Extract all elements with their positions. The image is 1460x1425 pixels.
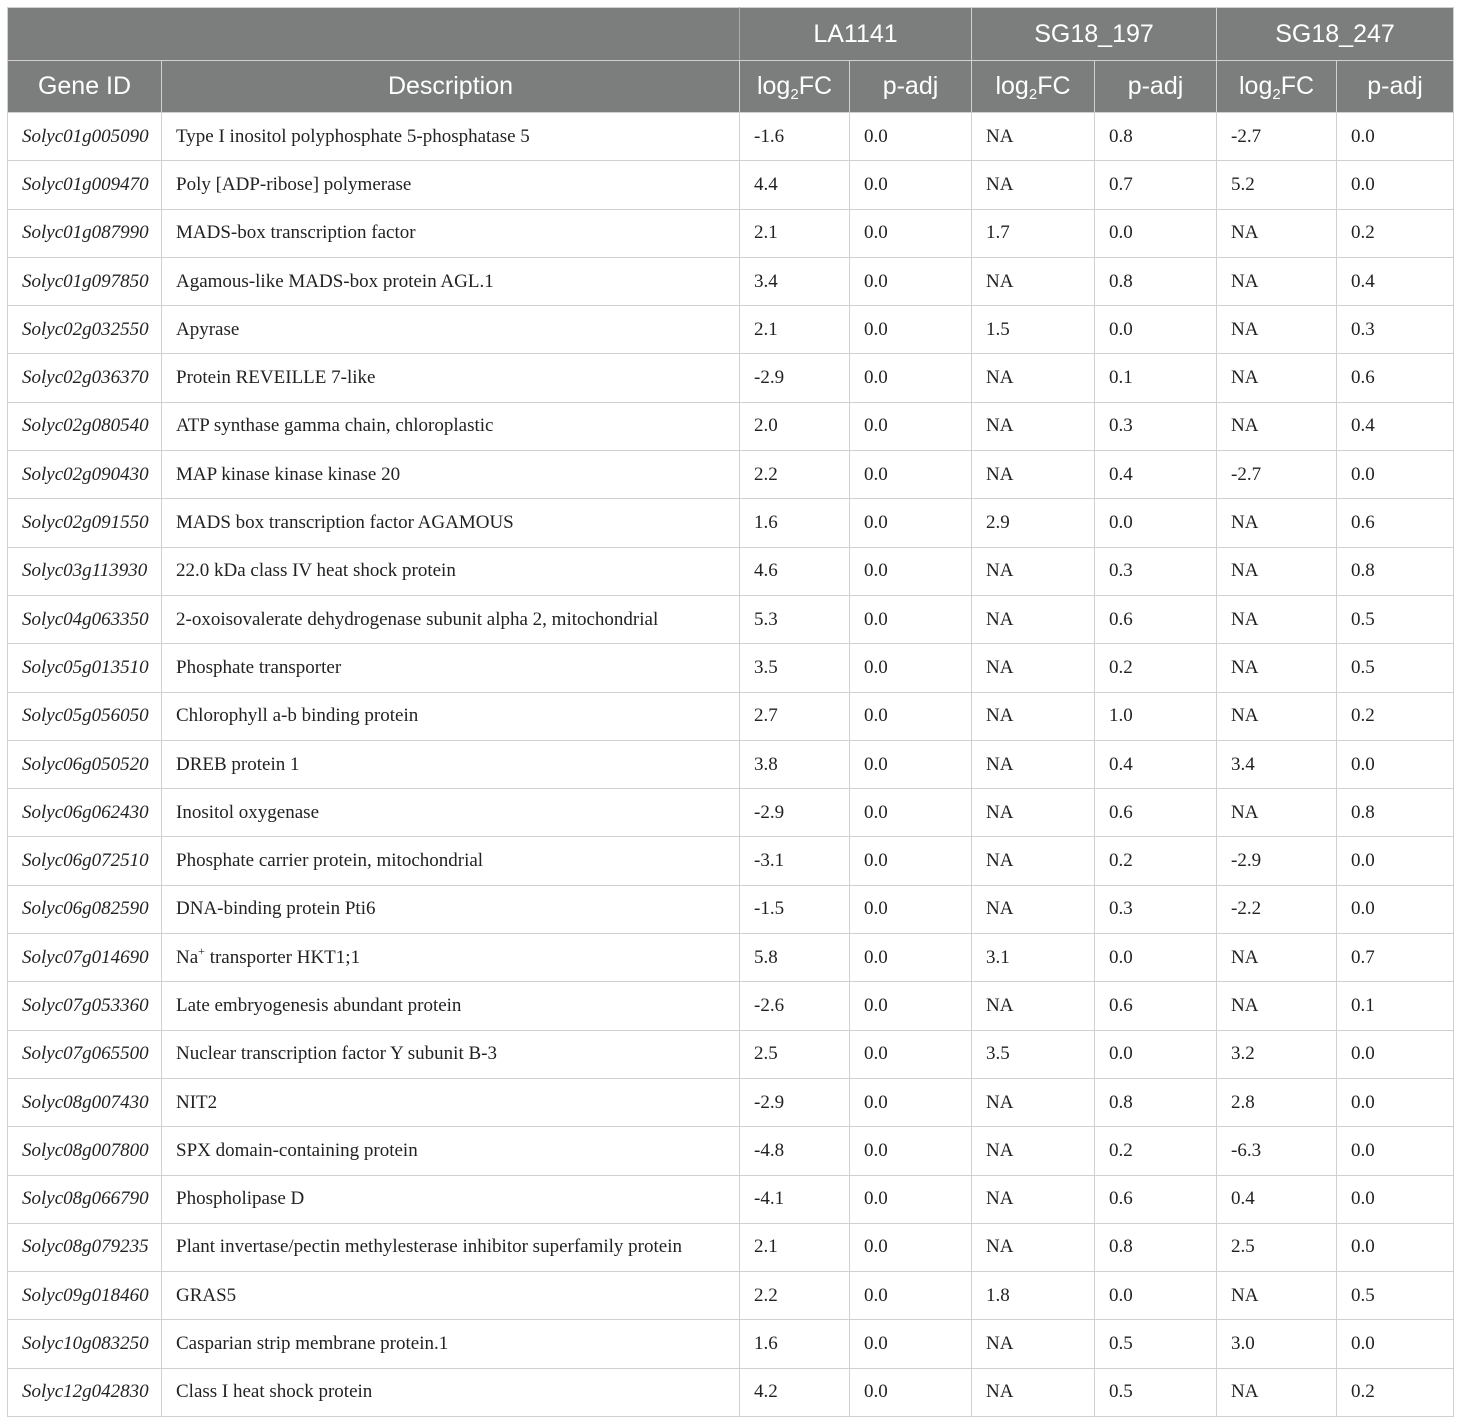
description-cell — [162, 306, 740, 354]
sg18-197-log2fc-cell: 2.9 — [972, 499, 1095, 547]
sg18-247-padj-cell: 0.5 — [1337, 595, 1454, 643]
sg18-247-padj-cell: 0.0 — [1337, 1078, 1454, 1126]
la1141-padj-cell: 0.0 — [850, 1175, 972, 1223]
gene-expression-table — [7, 7, 1454, 1417]
sg18-247-log2fc-cell: NA — [1217, 402, 1337, 450]
log-subscript: 2 — [1272, 86, 1281, 103]
la1141-padj-cell: 0.0 — [850, 1030, 972, 1078]
description-text: Na — [176, 946, 199, 968]
sg18-197-padj-cell: 0.2 — [1095, 837, 1217, 885]
description-text: Protein REVEILLE 7-like — [176, 367, 376, 389]
sg18-197-padj-cell: 1.0 — [1095, 692, 1217, 740]
sg18-197-padj-cell: 0.0 — [1095, 1272, 1217, 1320]
table-row — [8, 789, 1454, 837]
sg18-197-log2fc-cell: NA — [972, 692, 1095, 740]
la1141-padj-cell: 0.0 — [850, 354, 972, 402]
sg18-197-padj-cell: 0.3 — [1095, 547, 1217, 595]
description-text: 22.0 kDa class IV heat shock protein — [176, 560, 456, 582]
la1141-padj-cell: 0.0 — [850, 1127, 972, 1175]
header-blank-cell — [8, 8, 740, 61]
sg18-247-log2fc-cell: NA — [1217, 306, 1337, 354]
group-header-la1141: LA1141 — [740, 8, 972, 61]
sg18-247-log2fc-cell: NA — [1217, 209, 1337, 257]
group-header-row — [8, 8, 1454, 61]
sg18-197-log2fc-cell: NA — [972, 789, 1095, 837]
la1141-log2fc-cell: 2.1 — [740, 1223, 850, 1271]
sg18-247-padj-cell: 0.8 — [1337, 789, 1454, 837]
sg18-197-padj-cell: 0.7 — [1095, 161, 1217, 209]
sg18-247-padj-cell: 0.2 — [1337, 1368, 1454, 1416]
description-cell — [162, 451, 740, 499]
table-row — [8, 740, 1454, 788]
sg18-197-log2fc-cell: NA — [972, 547, 1095, 595]
sg18-247-log2fc-cell: NA — [1217, 1368, 1337, 1416]
sg18-197-log2fc-cell: NA — [972, 837, 1095, 885]
log-suffix: FC — [1280, 72, 1315, 100]
table-row — [8, 1175, 1454, 1223]
table-row — [8, 644, 1454, 692]
description-cell — [162, 209, 740, 257]
sg18-247-padj-cell: 0.4 — [1337, 402, 1454, 450]
sg18-197-padj-cell: 0.0 — [1095, 1030, 1217, 1078]
la1141-padj-cell: 0.0 — [850, 1078, 972, 1126]
description-cell — [162, 354, 740, 402]
log-prefix: log — [1238, 72, 1273, 100]
sg18-247-padj-cell: 0.5 — [1337, 1272, 1454, 1320]
description-cell — [162, 1030, 740, 1078]
sg18-197-padj-cell: 0.0 — [1095, 209, 1217, 257]
sg18-247-log2fc-cell: NA — [1217, 692, 1337, 740]
sg18-247-log2fc-cell: -2.2 — [1217, 885, 1337, 933]
description-cell — [162, 934, 740, 982]
sg18-197-log2fc-cell: 3.1 — [972, 934, 1095, 982]
gene-id-cell: Solyc08g007430 — [8, 1078, 162, 1126]
la1141-padj-cell: 0.0 — [850, 547, 972, 595]
sg18-247-log2fc-cell: NA — [1217, 257, 1337, 305]
sg18-247-padj-cell: 0.2 — [1337, 692, 1454, 740]
gene-id-cell: Solyc01g087990 — [8, 209, 162, 257]
table-row — [8, 934, 1454, 982]
sg18-197-padj-cell: 0.8 — [1095, 1078, 1217, 1126]
sg18-247-log2fc-cell: 2.8 — [1217, 1078, 1337, 1126]
sg18-197-log2fc-cell: 3.5 — [972, 1030, 1095, 1078]
sg18-197-log2fc-cell: NA — [972, 885, 1095, 933]
sg18-197-log2fc-cell: NA — [972, 161, 1095, 209]
table-row — [8, 257, 1454, 305]
description-text: Late embryogenesis abundant protein — [176, 994, 462, 1016]
la1141-log2fc-cell: 1.6 — [740, 1320, 850, 1368]
table-row — [8, 1368, 1454, 1416]
sg18-197-log2fc-cell: NA — [972, 1368, 1095, 1416]
gene-id-cell: Solyc01g097850 — [8, 257, 162, 305]
description-cell — [162, 1320, 740, 1368]
description-text: NIT2 — [176, 1091, 218, 1113]
la1141-padj-cell: 0.0 — [850, 692, 972, 740]
description-text: MAP kinase kinase kinase 20 — [176, 463, 401, 485]
sg18-247-padj-cell: 0.0 — [1337, 451, 1454, 499]
la1141-padj-cell: 0.0 — [850, 1368, 972, 1416]
table-row — [8, 354, 1454, 402]
la1141-log2fc-cell: 2.2 — [740, 451, 850, 499]
table-row — [8, 595, 1454, 643]
sg18-197-log2fc-cell: NA — [972, 1223, 1095, 1271]
la1141-padj-cell: 0.0 — [850, 451, 972, 499]
log-subscript: 2 — [1028, 86, 1038, 103]
gene-id-cell: Solyc02g036370 — [8, 354, 162, 402]
sg18-247-padj-cell: 0.0 — [1337, 885, 1454, 933]
sg18-247-log2fc-cell: -6.3 — [1217, 1127, 1337, 1175]
gene-id-cell: Solyc01g009470 — [8, 161, 162, 209]
column-header-padj: p-adj — [850, 61, 972, 113]
sg18-197-log2fc-cell: NA — [972, 354, 1095, 402]
description-text: Phosphate carrier protein, mitochondrial — [176, 850, 484, 872]
gene-id-cell: Solyc08g007800 — [8, 1127, 162, 1175]
sg18-197-padj-cell: 0.2 — [1095, 1127, 1217, 1175]
sg18-197-padj-cell: 0.3 — [1095, 885, 1217, 933]
description-text: Inositol oxygenase — [176, 801, 320, 823]
description-text: Phospholipase D — [176, 1188, 305, 1210]
la1141-padj-cell: 0.0 — [850, 402, 972, 450]
description-cell — [162, 789, 740, 837]
gene-id-cell: Solyc07g065500 — [8, 1030, 162, 1078]
la1141-log2fc-cell: 2.7 — [740, 692, 850, 740]
description-cell — [162, 692, 740, 740]
table-row — [8, 885, 1454, 933]
sg18-247-log2fc-cell: 3.0 — [1217, 1320, 1337, 1368]
la1141-log2fc-cell: -4.8 — [740, 1127, 850, 1175]
sg18-197-log2fc-cell: NA — [972, 113, 1095, 161]
sg18-247-log2fc-cell: -2.7 — [1217, 451, 1337, 499]
gene-id-cell: Solyc10g083250 — [8, 1320, 162, 1368]
sg18-197-padj-cell: 0.6 — [1095, 789, 1217, 837]
table-row — [8, 499, 1454, 547]
sg18-197-log2fc-cell: NA — [972, 644, 1095, 692]
description-cell — [162, 1175, 740, 1223]
table-row — [8, 692, 1454, 740]
la1141-log2fc-cell: 3.4 — [740, 257, 850, 305]
sg18-247-log2fc-cell: 2.5 — [1217, 1223, 1337, 1271]
sg18-197-padj-cell: 0.6 — [1095, 982, 1217, 1030]
la1141-padj-cell: 0.0 — [850, 1272, 972, 1320]
table-row — [8, 306, 1454, 354]
description-text: GRAS5 — [176, 1284, 237, 1306]
sg18-247-log2fc-cell: NA — [1217, 547, 1337, 595]
gene-id-cell: Solyc06g072510 — [8, 837, 162, 885]
gene-id-cell: Solyc01g005090 — [8, 113, 162, 161]
la1141-padj-cell: 0.0 — [850, 789, 972, 837]
gene-id-cell: Solyc02g032550 — [8, 306, 162, 354]
sg18-247-padj-cell: 0.0 — [1337, 740, 1454, 788]
sg18-247-padj-cell: 0.4 — [1337, 257, 1454, 305]
log-suffix: FC — [798, 72, 833, 100]
sg18-197-padj-cell: 0.5 — [1095, 1320, 1217, 1368]
sg18-197-log2fc-cell: NA — [972, 1127, 1095, 1175]
la1141-log2fc-cell: 2.1 — [740, 306, 850, 354]
sg18-197-log2fc-cell: NA — [972, 982, 1095, 1030]
description-text: Plant invertase/pectin methylesterase inhibitor superfamily protein — [176, 1236, 682, 1258]
sg18-197-padj-cell: 0.8 — [1095, 257, 1217, 305]
sg18-197-padj-cell: 0.4 — [1095, 451, 1217, 499]
table-row — [8, 1127, 1454, 1175]
description-text: ATP synthase gamma chain, chloroplastic — [176, 415, 494, 437]
column-header-row — [8, 61, 1454, 113]
sg18-197-padj-cell: 0.0 — [1095, 934, 1217, 982]
description-text: Poly [ADP-ribose] polymerase — [176, 173, 412, 195]
la1141-log2fc-cell: -1.6 — [740, 113, 850, 161]
table-row — [8, 113, 1454, 161]
description-text: Apyrase — [176, 318, 240, 340]
description-text: Nuclear transcription factor Y subunit B-3 — [176, 1043, 497, 1065]
sg18-197-padj-cell: 0.3 — [1095, 402, 1217, 450]
la1141-log2fc-cell: 2.5 — [740, 1030, 850, 1078]
description-cell — [162, 113, 740, 161]
sg18-197-padj-cell: 0.5 — [1095, 1368, 1217, 1416]
la1141-padj-cell: 0.0 — [850, 257, 972, 305]
sg18-197-log2fc-cell: 1.7 — [972, 209, 1095, 257]
la1141-log2fc-cell: 4.2 — [740, 1368, 850, 1416]
description-cell — [162, 1272, 740, 1320]
description-text: 2-oxoisovalerate dehydrogenase subunit alpha 2, mitochondrial — [176, 608, 659, 630]
la1141-padj-cell: 0.0 — [850, 1320, 972, 1368]
la1141-padj-cell: 0.0 — [850, 885, 972, 933]
sg18-197-padj-cell: 0.4 — [1095, 740, 1217, 788]
sg18-197-log2fc-cell: NA — [972, 1078, 1095, 1126]
la1141-log2fc-cell: 4.6 — [740, 547, 850, 595]
table-row — [8, 451, 1454, 499]
la1141-padj-cell: 0.0 — [850, 113, 972, 161]
description-cell — [162, 740, 740, 788]
la1141-log2fc-cell: 3.8 — [740, 740, 850, 788]
description-cell — [162, 644, 740, 692]
sg18-247-log2fc-cell: NA — [1217, 1272, 1337, 1320]
sg18-197-log2fc-cell: NA — [972, 1320, 1095, 1368]
la1141-log2fc-cell: 1.6 — [740, 499, 850, 547]
group-header-sg18-247: SG18_247 — [1217, 8, 1454, 61]
sg18-247-padj-cell: 0.0 — [1337, 113, 1454, 161]
table-header — [8, 8, 1454, 113]
column-header-log2fc — [1217, 61, 1337, 113]
table-row — [8, 1030, 1454, 1078]
la1141-log2fc-cell: -3.1 — [740, 837, 850, 885]
sg18-247-log2fc-cell: NA — [1217, 934, 1337, 982]
la1141-log2fc-cell: 2.1 — [740, 209, 850, 257]
table-row — [8, 402, 1454, 450]
table-row — [8, 1078, 1454, 1126]
description-cell — [162, 402, 740, 450]
description-text: DREB protein 1 — [176, 753, 300, 775]
sg18-197-padj-cell: 0.6 — [1095, 595, 1217, 643]
table-row — [8, 209, 1454, 257]
la1141-log2fc-cell: -2.9 — [740, 789, 850, 837]
gene-id-cell: Solyc02g080540 — [8, 402, 162, 450]
column-header-padj: p-adj — [1337, 61, 1454, 113]
description-cell — [162, 885, 740, 933]
description-cell — [162, 161, 740, 209]
sg18-247-padj-cell: 0.0 — [1337, 1320, 1454, 1368]
sg18-197-log2fc-cell: 1.5 — [972, 306, 1095, 354]
gene-id-cell: Solyc06g082590 — [8, 885, 162, 933]
description-cell — [162, 257, 740, 305]
table-row — [8, 837, 1454, 885]
description-cell — [162, 837, 740, 885]
description-cell — [162, 982, 740, 1030]
description-text: Chlorophyll a-b binding protein — [176, 705, 419, 727]
description-cell — [162, 547, 740, 595]
la1141-log2fc-cell: 5.8 — [740, 934, 850, 982]
gene-id-cell: Solyc08g079235 — [8, 1223, 162, 1271]
sg18-247-padj-cell: 0.1 — [1337, 982, 1454, 1030]
la1141-padj-cell: 0.0 — [850, 740, 972, 788]
sg18-247-log2fc-cell: -2.7 — [1217, 113, 1337, 161]
la1141-padj-cell: 0.0 — [850, 934, 972, 982]
description-cell — [162, 1223, 740, 1271]
log-subscript: 2 — [790, 86, 799, 103]
sg18-247-log2fc-cell: NA — [1217, 354, 1337, 402]
sg18-197-log2fc-cell: NA — [972, 402, 1095, 450]
description-text: Type I inositol polyphosphate 5-phosphatase 5 — [176, 125, 530, 147]
column-header-log2fc — [740, 61, 850, 113]
sg18-247-log2fc-cell: 3.2 — [1217, 1030, 1337, 1078]
sg18-197-padj-cell: 0.8 — [1095, 1223, 1217, 1271]
la1141-log2fc-cell: -4.1 — [740, 1175, 850, 1223]
column-header-description: Description — [162, 61, 740, 113]
sg18-247-log2fc-cell: 3.4 — [1217, 740, 1337, 788]
description-text: Agamous-like MADS-box protein AGL.1 — [176, 270, 494, 292]
sg18-247-padj-cell: 0.0 — [1337, 1223, 1454, 1271]
la1141-padj-cell: 0.0 — [850, 499, 972, 547]
table-body — [8, 113, 1454, 1417]
la1141-padj-cell: 0.0 — [850, 644, 972, 692]
table-row — [8, 1272, 1454, 1320]
sg18-197-padj-cell: 0.0 — [1095, 499, 1217, 547]
sg18-247-log2fc-cell: NA — [1217, 499, 1337, 547]
sg18-247-padj-cell: 0.6 — [1337, 499, 1454, 547]
sg18-247-padj-cell: 0.2 — [1337, 209, 1454, 257]
la1141-padj-cell: 0.0 — [850, 595, 972, 643]
gene-id-cell: Solyc02g091550 — [8, 499, 162, 547]
sg18-247-padj-cell: 0.0 — [1337, 1175, 1454, 1223]
gene-id-cell: Solyc09g018460 — [8, 1272, 162, 1320]
sg18-247-log2fc-cell: NA — [1217, 789, 1337, 837]
description-text: Casparian strip membrane protein.1 — [176, 1333, 449, 1355]
la1141-log2fc-cell: 2.2 — [740, 1272, 850, 1320]
la1141-padj-cell: 0.0 — [850, 209, 972, 257]
sg18-197-log2fc-cell: NA — [972, 740, 1095, 788]
description-cell — [162, 595, 740, 643]
sg18-197-log2fc-cell: NA — [972, 451, 1095, 499]
sg18-247-padj-cell: 0.0 — [1337, 837, 1454, 885]
la1141-padj-cell: 0.0 — [850, 306, 972, 354]
sg18-197-padj-cell: 0.2 — [1095, 644, 1217, 692]
sg18-247-padj-cell: 0.5 — [1337, 644, 1454, 692]
sg18-247-padj-cell: 0.3 — [1337, 306, 1454, 354]
table-row — [8, 1320, 1454, 1368]
column-header-gene-id: Gene ID — [8, 61, 162, 113]
description-text-continued: transporter HKT1;1 — [204, 946, 361, 968]
la1141-log2fc-cell: -2.9 — [740, 1078, 850, 1126]
la1141-log2fc-cell: 4.4 — [740, 161, 850, 209]
column-header-log2fc — [972, 61, 1095, 113]
gene-id-cell: Solyc06g062430 — [8, 789, 162, 837]
la1141-padj-cell: 0.0 — [850, 1223, 972, 1271]
description-text: MADS box transcription factor AGAMOUS — [176, 512, 514, 534]
sg18-247-padj-cell: 0.8 — [1337, 547, 1454, 595]
column-header-padj: p-adj — [1095, 61, 1217, 113]
sg18-197-padj-cell: 0.8 — [1095, 113, 1217, 161]
sg18-247-padj-cell: 0.0 — [1337, 1127, 1454, 1175]
description-text: MADS-box transcription factor — [176, 222, 416, 244]
sg18-197-log2fc-cell: NA — [972, 1175, 1095, 1223]
sg18-197-padj-cell: 0.1 — [1095, 354, 1217, 402]
gene-id-cell: Solyc08g066790 — [8, 1175, 162, 1223]
sg18-247-log2fc-cell: 0.4 — [1217, 1175, 1337, 1223]
sg18-197-padj-cell: 0.0 — [1095, 306, 1217, 354]
sg18-247-log2fc-cell: -2.9 — [1217, 837, 1337, 885]
description-text: SPX domain-containing protein — [176, 1139, 418, 1161]
sg18-247-padj-cell: 0.0 — [1337, 1030, 1454, 1078]
sg18-197-log2fc-cell: NA — [972, 257, 1095, 305]
la1141-padj-cell: 0.0 — [850, 161, 972, 209]
table-row — [8, 547, 1454, 595]
sg18-197-log2fc-cell: 1.8 — [972, 1272, 1095, 1320]
la1141-log2fc-cell: 5.3 — [740, 595, 850, 643]
gene-id-cell: Solyc02g090430 — [8, 451, 162, 499]
log-suffix: FC — [1037, 72, 1071, 100]
description-cell — [162, 1078, 740, 1126]
table-row — [8, 161, 1454, 209]
gene-id-cell: Solyc07g053360 — [8, 982, 162, 1030]
description-text: Class I heat shock protein — [176, 1381, 373, 1403]
sg18-197-log2fc-cell: NA — [972, 595, 1095, 643]
la1141-log2fc-cell: -2.9 — [740, 354, 850, 402]
la1141-padj-cell: 0.0 — [850, 982, 972, 1030]
description-superscript: + — [198, 943, 205, 958]
sg18-247-padj-cell: 0.0 — [1337, 161, 1454, 209]
log-prefix: log — [995, 72, 1029, 100]
sg18-247-padj-cell: 0.6 — [1337, 354, 1454, 402]
description-text: DNA-binding protein Pti6 — [176, 898, 376, 920]
la1141-log2fc-cell: 3.5 — [740, 644, 850, 692]
sg18-247-log2fc-cell: NA — [1217, 982, 1337, 1030]
gene-id-cell: Solyc03g113930 — [8, 547, 162, 595]
table-row — [8, 1223, 1454, 1271]
sg18-247-log2fc-cell: NA — [1217, 595, 1337, 643]
sg18-247-log2fc-cell: 5.2 — [1217, 161, 1337, 209]
la1141-log2fc-cell: -2.6 — [740, 982, 850, 1030]
gene-id-cell: Solyc12g042830 — [8, 1368, 162, 1416]
gene-id-cell: Solyc05g013510 — [8, 644, 162, 692]
group-header-sg18-197: SG18_197 — [972, 8, 1217, 61]
log-prefix: log — [756, 72, 791, 100]
gene-id-cell: Solyc06g050520 — [8, 740, 162, 788]
la1141-log2fc-cell: -1.5 — [740, 885, 850, 933]
description-cell — [162, 1368, 740, 1416]
description-cell — [162, 1127, 740, 1175]
sg18-247-log2fc-cell: NA — [1217, 644, 1337, 692]
sg18-197-padj-cell: 0.6 — [1095, 1175, 1217, 1223]
gene-id-cell: Solyc04g063350 — [8, 595, 162, 643]
sg18-247-padj-cell: 0.7 — [1337, 934, 1454, 982]
description-cell — [162, 499, 740, 547]
table-row — [8, 982, 1454, 1030]
description-text: Phosphate transporter — [176, 656, 342, 678]
la1141-log2fc-cell: 2.0 — [740, 402, 850, 450]
gene-id-cell: Solyc05g056050 — [8, 692, 162, 740]
gene-id-cell: Solyc07g014690 — [8, 934, 162, 982]
la1141-padj-cell: 0.0 — [850, 837, 972, 885]
